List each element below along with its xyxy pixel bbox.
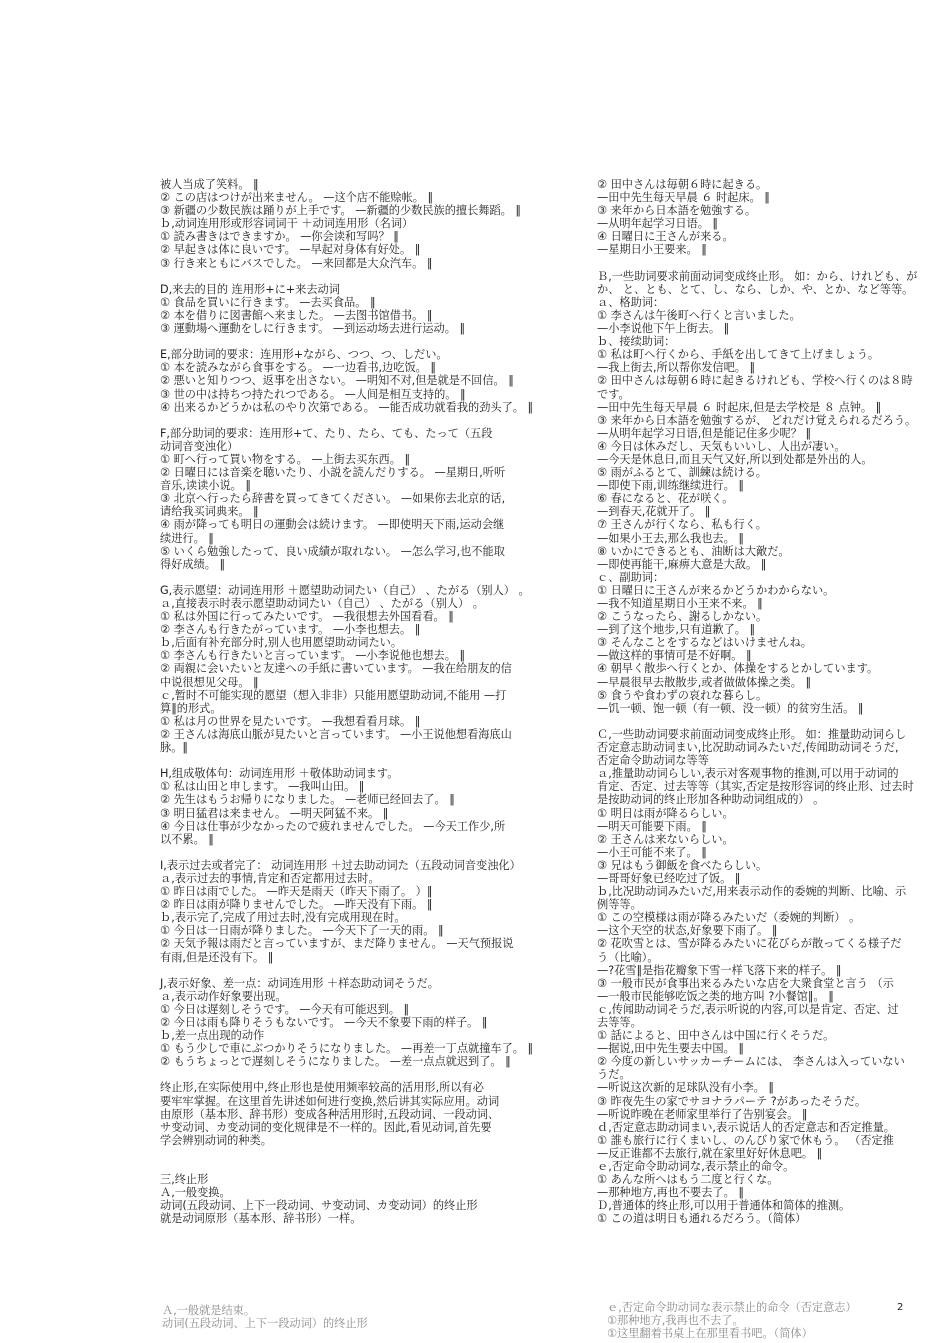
text-line: ① 日曜日に王さんが来るかどうかわからない。 [597, 583, 835, 597]
text-line: 被人当成了笑料。 ‖ [160, 178, 259, 191]
text-line: —?花雪‖是指花瓣象下雪一样飞落下来的样子。 ‖ [597, 963, 842, 977]
text-line: ① 李さんも行きたいと言っています。 —小李说他也想去。 ‖ [160, 649, 466, 663]
text-line: ② 両親に会いたいと友達への手紙に書いています。 —我在给朋友的信 [160, 662, 512, 676]
text-line: ③ 一般市民が食事出来るみたいな店を大衆食堂と言う （示 [597, 976, 894, 990]
text-line: ③ 行き来ともにバスでした。 —来回都是大众汽车。 ‖ [160, 256, 433, 270]
text-line: 算‖的形式。 [160, 701, 222, 715]
text-line: ａ,直接表示时表示愿望助动词たい（自己） 、たがる（别人） 。 [160, 597, 484, 610]
text-line: —从明年起学习日语。 ‖ [597, 217, 719, 231]
page-number: 2 [897, 1302, 904, 1313]
text-line: ② 天気予報は雨だと言っていますが、まだ降りません。 —天气预报说 [160, 937, 514, 951]
text-line: ② 今度の新しいサッカーチームには、 李さんは入っていない [597, 1055, 905, 1069]
text-line: 否定意志助动词まい,比况助动词みたいだ,传闻助动词そうだ, [597, 741, 899, 755]
text-line: ② 王さんは来ないらしい。 [597, 832, 734, 846]
text-line: ② 早起きは体に良いです。 —早起对身体有好处。 ‖ [160, 243, 421, 257]
text-line: ③ 世の中は持ちつ持たれつである。 —人间是相互支持的。 ‖ [160, 387, 466, 401]
text-line: 否定命令助动词な等等 [597, 754, 709, 768]
paragraph-gap [160, 964, 600, 977]
text-line: —一般市民能够吃饭之类的地方叫 ?小餐馆‖。 ‖ [597, 989, 834, 1003]
text-line: —到了这个地步,只有道歉了。 ‖ [597, 623, 756, 637]
text-line: 就是动词原形（基本形、辞书形）一样。 [160, 1212, 362, 1226]
text-line: ③ 新疆の少数民族は踊りが上手です。 —新疆的少数民族的擅长舞蹈。 ‖ [160, 204, 522, 218]
text-line: ① この空模様は雨が降るみたいだ（委婉的判断） 。 [597, 911, 861, 925]
text-line: ⑤ 雨がふるとて、訓練は続ける。 [597, 466, 767, 480]
text-line: ① 本を読みながら食事をする。 —一边看书,边吃饭。 ‖ [160, 361, 436, 375]
text-line: ① 李さんは午後町へ行くと言いました。 [597, 308, 801, 322]
text-line: ① 誰も旅行に行くまいし、のんびり家で休もう。 （否定推 [597, 1133, 894, 1147]
text-line: H,组成敬体句：动词连用形 ＋敬体助动词ます。 [160, 767, 399, 781]
paragraph-gap [160, 846, 600, 859]
text-line: 是按助动词的终止形加各种助动词组成的） 。 [597, 793, 825, 807]
text-line: —据说,田中先生要去中国。 ‖ [597, 1042, 744, 1056]
text-line: ｃ,传闻助动词そうだ,表示听说的内容,可以是肯定、否定、过 [597, 1002, 899, 1016]
text-line: ② 先生はもうお帰りになりました。 —老师已经回去了。 ‖ [160, 793, 455, 807]
text-line: —那种地方,再也不要去了。 ‖ [597, 1186, 744, 1200]
text-line: ｅ,否定命令助动词な,表示禁止的命令。 [597, 1160, 795, 1174]
text-line: D,来去的目的 连用形+に+来去动词 [160, 282, 340, 296]
paragraph-gap [160, 754, 600, 767]
text-line: 由原形（基本形、辞书形）变成各种活用形时,五段动词、一段动词、 [160, 1107, 500, 1121]
text-line: です。 [597, 387, 630, 401]
text-line: G,表示愿望：动词连用形 ＋愿望助动词たい（自己） 、たがる（别人） 。 [160, 583, 530, 597]
text-line: —星期日小王要来。 ‖ [597, 243, 707, 257]
text-line: —听说昨晚在老师家里举行了告别宴会。 ‖ [597, 1107, 808, 1121]
text-line: 以不累。 ‖ [160, 832, 214, 846]
text-line: ③ 兄はもう御飯を食べたらしい。 [597, 858, 768, 872]
paragraph-gap [160, 1160, 600, 1173]
text-line: ｂ、接续助词： [597, 335, 676, 349]
text-line: ② もうちょっとで遅刻しそうになりました。 —差一点点就迟到了。 ‖ [160, 1055, 511, 1069]
paragraph-gap [597, 257, 950, 270]
text-line: I,表示过去或者完了： 动词连用形 ＋过去助动词た（五段动词音变浊化） [160, 858, 521, 872]
text-line: 中说很想见父母。 ‖ [160, 675, 259, 689]
text-line: ② 李さんも行きたがっています。 —小李也想去。 ‖ [160, 623, 421, 637]
text-line: E,部分助词的要求：连用形+ながら、つつ、つ、しだい。 [160, 348, 448, 362]
text-line: —到春天,花就开了。 ‖ [597, 505, 711, 519]
text-line: ① 明日は雨が降るらしい。 [597, 806, 734, 820]
text-line: ① 私は山田と申します。 —我叫山田。 ‖ [160, 780, 365, 794]
text-line: ① 読み書きはできますか。 —你会读和写吗？ ‖ [160, 230, 399, 244]
text-line: 终止形,在实际使用中,终止形也是使用频率较高的活用形,所以有必 [160, 1081, 484, 1095]
text-line: 请给我买词典来。 ‖ [160, 505, 259, 519]
text-line: 要牢牢掌握。在这里首先讲述如何进行变换,然后讲其实际应用。动词 [160, 1094, 500, 1108]
text-line: 脉。‖ [160, 741, 188, 755]
text-line: Ｃ,一些助动词要求前面动词变成终止形。 如：推量助动词らし [597, 727, 907, 741]
text-line: ③ 北京へ行ったら辞書を買ってきてください。 —如果你去北京的话, [160, 492, 506, 506]
text-line: —即使再能干,麻痹大意是大敌。 ‖ [597, 557, 767, 571]
text-line: Ａ,一般变换。 [160, 1186, 231, 1200]
text-line: ② 昨日は雨が降りませんでした。 —昨天没有下雨。 ‖ [160, 898, 433, 912]
text-line: 例等等。 [597, 898, 642, 912]
text-line: ｂ,后面有补充部分时,别人也用愿望助动词たい。 [160, 636, 403, 650]
text-line: ② 本を借りに図書館へ来ました。 —去图书馆借书。 ‖ [160, 308, 433, 322]
paragraph-gap [160, 335, 600, 348]
text-line: ① もう少しで車にぶつかりそうになりました。 —再差一丁点就撞车了。 ‖ [160, 1042, 534, 1056]
text-line: Ｂ,一些助词要求前面动词变成终止形。 如：から、けれども、が [597, 269, 918, 283]
text-line: ｂ,动词连用形或形容词词干 ＋动词连用形（名词） [160, 217, 414, 231]
text-line: ② 田中さんは毎朝６時に起きる。 [597, 178, 768, 191]
overlapping-text-line: ①那种地方,我再也不去了。 [607, 1314, 744, 1328]
text-line: ｃ、副助词： [597, 570, 665, 584]
text-line: —小王可能不来了。 ‖ [597, 845, 707, 859]
text-line: ① 今日は遅刻しそうです。 —今天有可能迟到。 ‖ [160, 1002, 410, 1016]
text-line: ａ,表示动作好象要出现。 [160, 989, 287, 1003]
text-line: ｄ,否定意志助动词まい,表示说话人的否定意志和否定推量。 [597, 1120, 895, 1134]
text-line: ④ 今日は休みだし、天気もいいし、人出が凄い。 [597, 439, 846, 453]
text-line: —做这样的事情可是不好啊。 ‖ [597, 649, 752, 663]
text-line: ① あんな所へはもう二度と行くな。 [597, 1173, 779, 1187]
text-line: —如果小王去,那么我也去。 ‖ [597, 531, 744, 545]
text-line: 有雨,但是还没有下。 ‖ [160, 950, 274, 964]
text-line: —田中先生每天早晨 ６ 时起床。 ‖ [597, 191, 770, 205]
paragraph-gap [160, 270, 600, 283]
text-line: 去等等。 [597, 1016, 642, 1029]
text-line: F,部分助词的要求：连用形+て、たり、たら、ても、たって（五段 [160, 426, 493, 440]
paragraph-gap [160, 414, 600, 427]
text-line: ② 田中さんは毎朝６時に起きるけれども、学校へ行くのは８時 [597, 374, 913, 388]
text-line: ① 今日は一日雨が降りました。 —今天下了一天的雨。 ‖ [160, 924, 444, 938]
text-line: ⑧ いかにできるとも、油断は大敵だ。 [597, 544, 790, 558]
text-line: ③ 運動場へ運動をしに行きます。 —到运动场去进行运动。 ‖ [160, 322, 466, 336]
text-line: ② この店はつけが出来ません。 —这个店不能赊帐。 ‖ [160, 191, 434, 205]
overlapping-text-line: Ａ,一般就是结束。 [162, 1304, 256, 1317]
text-line: —哥哥好象已经吃过了饭。 ‖ [597, 871, 741, 885]
text-line: ｂ,表示完了,完成了用过去时,没有完成用现在时。 [160, 911, 406, 925]
right-column [597, 178, 950, 1226]
text-line: ⑤ 食うや食わずの哀れな暮らし。 [597, 688, 768, 702]
text-line: か、 と、とも、とて、し、なら、しか、や、とか、など等等。 [597, 282, 914, 296]
text-line: ④ 出来るかどうかは私のやり次第である。 —能否成功就看我的劲头了。 ‖ [160, 400, 534, 414]
text-line: ⑥ 春になると、花が咲く。 [597, 492, 734, 506]
text-line: —我不知道星期日小王来不来。 ‖ [597, 597, 763, 610]
text-line: 三,终止形 [160, 1173, 209, 1187]
text-line: ① 私は町へ行くから、手紙を出してきて上げましょう。 [597, 348, 880, 362]
overlapping-text-line: ①这里翻着书桌上在那里看书吧。（简体） [607, 1327, 813, 1341]
text-line: ① 私は外国に行ってみたいです。 —我很想去外国看看。 ‖ [160, 610, 454, 624]
text-line: 学会辨别动词的种类。 [160, 1133, 272, 1147]
text-line: ① 私は月の世界を見たいです。 —我想看看月球。 ‖ [160, 714, 421, 728]
text-line: ④ 雨が降っても明日の運動会は続けます。 —即使明天下雨,运动会继 [160, 518, 505, 532]
text-line: —今天是休息日,而且天气又好,所以到处都是外出的人。 [597, 452, 873, 466]
text-line: ④ 朝早く散歩へ行くとか、体操をするとかしています。 [597, 662, 879, 676]
text-line: —小李说他下午上街去。 ‖ [597, 322, 730, 336]
text-line: ③ 昨夜先生の家でサヨナラパーテ ?があったそうだ。 [597, 1094, 867, 1108]
text-line: サ变动词、カ变动词的变化规律是不一样的。因此,看见动词,首先要 [160, 1120, 492, 1134]
text-line: ② 花吹雪とは、雪が降るみたいに花びらが散ってくる様子だ [597, 937, 902, 951]
text-line: 得好成绩。 ‖ [160, 557, 226, 571]
text-line: —听说这次新的足球队没有小李。 ‖ [597, 1081, 774, 1095]
text-line: ① 話によると、田中さんは中国に行くそうだ。 [597, 1029, 835, 1043]
text-line: ② 王さんは海底山脈が見たいと言っています。 —小王说他想看海底山 [160, 727, 512, 741]
text-line: 动词音变浊化） [160, 439, 239, 453]
text-line: —我上街去,所以帮你发信吧。 ‖ [597, 361, 756, 375]
overlapping-text-line: 动词(五段动词、上下一段动词）的终止形 [162, 1317, 368, 1331]
text-line: —早晨很早去散散步,或者做做体操之类。 ‖ [597, 675, 812, 689]
text-line: う（比喻）。 [597, 950, 659, 964]
text-line: ① 食品を買いに行きます。 —去买食品。 ‖ [160, 295, 376, 309]
text-line: ④ 日曜日に王さんが来る。 [597, 230, 734, 244]
text-line: 音乐,读读小说。 ‖ [160, 479, 252, 493]
text-line: ② 今日は雨も降りそうもないです。 —今天不象要下雨的样子。 ‖ [160, 1016, 488, 1029]
text-line: —田中先生每天早晨 ６ 时起床,但是去学校是 ８ 点钟。 ‖ [597, 400, 882, 414]
text-line: 肯定、否定、过去等等（其实,否定是按形容词的终止形、过去时 [597, 780, 914, 794]
text-line: ③ 来年から日本語を勉強するが、 どれだけ覚えられるだろう。 [597, 413, 917, 427]
text-line: ① 昨日は雨でした。 —昨天是雨天（昨天下雨了。 ）‖ [160, 885, 433, 899]
text-line: ① 町へ行って買い物をする。 —上街去买东西。 ‖ [160, 452, 411, 466]
paragraph-gap [160, 571, 600, 584]
text-line: Ｄ,普通体的终止形,可以用于普通体和简体的推测。 [597, 1199, 851, 1213]
text-line: J,表示好象、差一点：动词连用形 ＋样态助动词そうだ。 [160, 976, 439, 990]
text-line: ⑦ 王さんが行くなら、私も行く。 [597, 518, 767, 532]
text-line: —即使下雨,训练继续进行。 ‖ [597, 479, 744, 493]
text-line: —明天可能要下雨。 ‖ [597, 819, 707, 833]
text-line: 续进行。 ‖ [160, 531, 214, 545]
left-column [160, 178, 600, 1226]
paragraph-gap [160, 1147, 600, 1160]
text-line: ａ、格助词： [597, 295, 665, 309]
text-line: ② 日曜日には音楽を聴いたり、小説を読んだりする。 —星期日,听听 [160, 466, 506, 480]
overlapping-text-line: ｅ,否定命令助动词な表示禁止的命令（否定意志） [607, 1301, 857, 1314]
text-line: ① この道は明日も通れるだろう。（简体） [597, 1212, 807, 1226]
text-line: ④ 今日は仕事が少なかったので疲れませんでした。 —今天工作少,所 [160, 819, 506, 833]
text-line: 动词(五段动词、上下一段动词、サ变动词、カ变动词）的终止形 [160, 1199, 478, 1213]
text-line: —从明年起学习日语,但是能记住多少呢？ ‖ [597, 426, 812, 440]
text-line: ｂ,差一点出现的动作 [160, 1029, 265, 1043]
paragraph-gap [160, 1068, 600, 1081]
text-line: ａ,表示过去的事情,肯定和否定都用过去时。 [160, 871, 380, 885]
text-line: ② こうなったら、謝るしかない。 [597, 610, 768, 624]
text-line: —饥一顿、饱一顿（有一顿、没一顿）的贫穷生活。 ‖ [597, 701, 864, 715]
paragraph-gap [597, 715, 950, 728]
text-line: ③ 明日猛君は来ません。 —明天阿猛不来。 ‖ [160, 806, 389, 820]
text-line: ｃ,暂时不可能实现的愿望（想入非非）只能用愿望助动词,不能用 —打 [160, 688, 507, 702]
text-line: うだ。 [597, 1068, 631, 1082]
text-line: ａ,推量助动词らしい,表示对客观事物的推测,可以用于动词的 [597, 767, 899, 781]
text-line: ｂ,比况助动词みたいだ,用来表示动作的委婉的判断、比喻、示 [597, 885, 907, 899]
text-line: —反正谁都不去旅行,就在家里好好休息吧。 ‖ [597, 1146, 823, 1160]
text-line: ② 悪いと知りつつ、返事を出さない。 —明知不对,但是就是不回信。 ‖ [160, 374, 514, 388]
text-line: ⑤ いくら勉強したって、良い成績が取れない。 —怎么学习,也不能取 [160, 544, 505, 558]
text-line: —这个天空的状态,好象要下雨了。 ‖ [597, 924, 778, 938]
text-line: ③ そんなことをするなどはいけませんね。 [597, 636, 812, 650]
text-line: ③ 来年から日本語を勉強する。 [597, 204, 757, 218]
